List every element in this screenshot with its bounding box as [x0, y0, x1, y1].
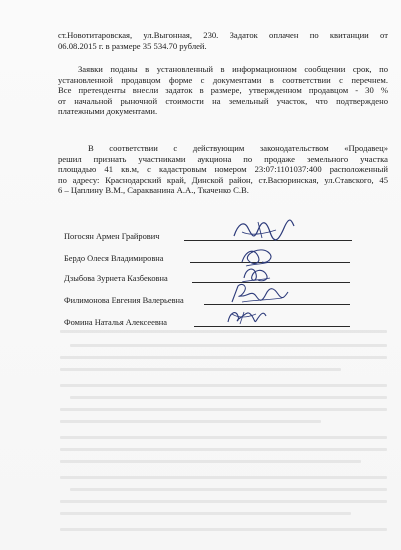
- signatory-name: Фомина Наталья Алексеевна: [64, 318, 167, 327]
- signatory-row: [64, 232, 384, 246]
- signatory-name: Бердо Олеся Владимировна: [64, 254, 164, 263]
- text-line: В соответствии с действующим законодательством «Продавец»: [88, 143, 388, 153]
- text-line: по адресу: Краснодарский край, Динской район, ст.Васюринская, ул.Ставского, 45: [58, 174, 388, 185]
- signature-line: [194, 326, 350, 327]
- top-paragraph: [58, 30, 388, 51]
- decision-paragraph: [58, 143, 388, 196]
- signatory-name: Филимонова Евгения Валерьевна: [64, 296, 184, 305]
- text-line: платежными документами.: [58, 106, 158, 117]
- signatory-name: Дзыбова Зурнета Казбековна: [64, 274, 168, 283]
- signatory-name: Погосян Армен Грайрович: [64, 232, 160, 241]
- text-line: Заявки поданы в установленный в информационном сообщении срок, по: [78, 64, 388, 74]
- signatory-row: [64, 254, 384, 268]
- text-line: площадью 41 кв.м, с кадастровым номером 23:07:1101037:400 расположенный: [58, 164, 388, 175]
- text-line: 6 – Цаплину В.М., Саракванина А.А., Ткаченко С.В.: [58, 185, 249, 196]
- text-line: от начальной рыночной стоимости на земельный участок, что подтверждено: [58, 95, 388, 106]
- text-line: Все претенденты внесли задаток в размере, утвержденном продавцом - 30 %: [58, 85, 388, 96]
- text-line: 06.08.2015 г. в размере 35 534.70 рублей.: [58, 40, 207, 51]
- text-line: установленной продавцом форме с документами в соответствии с перечнем.: [58, 74, 388, 85]
- text-line: решил признать участниками аукциона по продаже земельного участка: [58, 153, 388, 164]
- text-line: ст.Новотитаровская, ул.Выгонная, 230. Задаток оплачен по квитанции от: [58, 30, 388, 40]
- signatory-row: [64, 274, 384, 288]
- signature-5-icon: [222, 304, 270, 330]
- applications-paragraph: [58, 64, 388, 117]
